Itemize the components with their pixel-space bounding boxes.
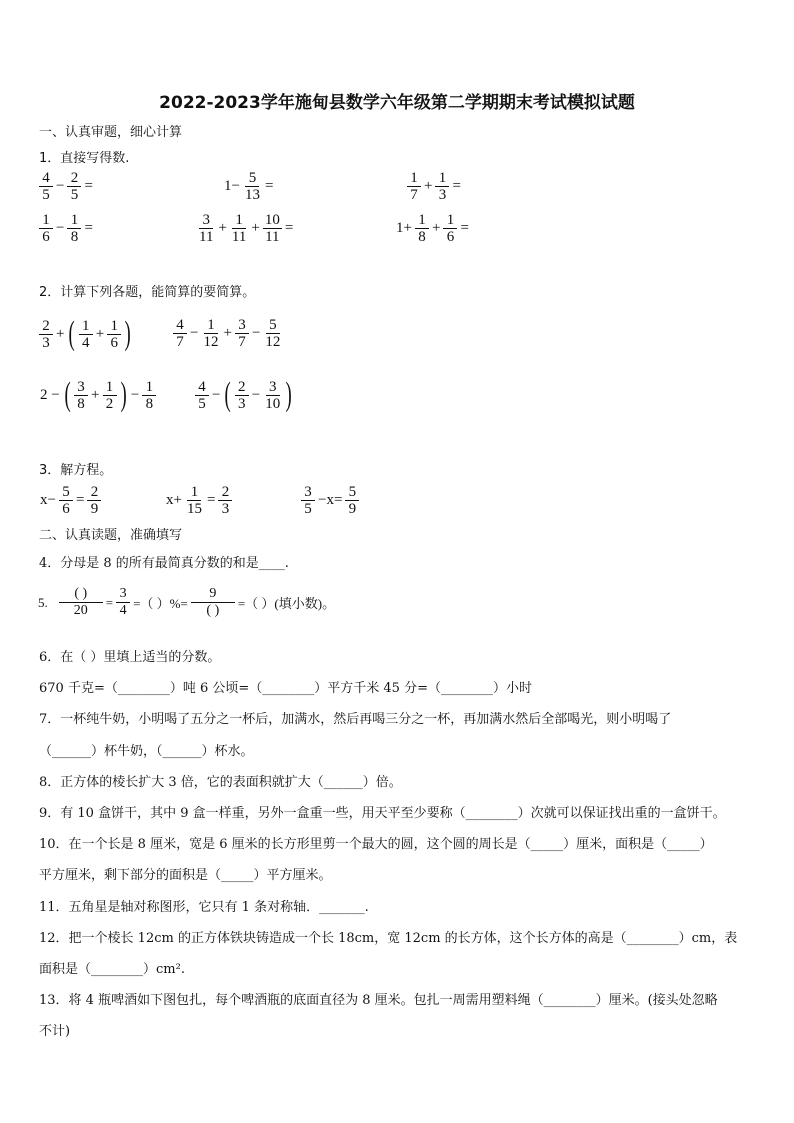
q3-equation-2: x+ $\frac{1}{15}$ = $\frac{2}{3}$ (164, 484, 233, 517)
fraction: $\frac{1}{6}$ (39, 212, 53, 245)
question-4: 4．分母是 8 的所有最简真分数的和是____. (39, 556, 289, 571)
q1-expr-2: 1− $\frac{5}{13}$ = (224, 170, 274, 203)
q3-equation-1: x− $\frac{5}{6}$ = $\frac{2}{9}$ (38, 484, 102, 517)
question-10-line-2: 平方厘米，剩下部分的面积是（_____）平方厘米。 (39, 868, 332, 883)
q2-expr-3: 2 − ( $\frac{3}{8}$ + $\frac{1}{2}$ ) − $\frac{1}{8}$ (38, 378, 157, 412)
question-8: 8．正方体的棱长扩大 3 倍，它的表面积就扩大（______）倍。 (39, 775, 402, 790)
question-13-line-1: 13．将 4 瓶啤酒如下图包扎，每个啤酒瓶的底面直径为 8 厘米。包扎一周需用塑料绳（________）厘米。(接头处忽略 (39, 993, 718, 1008)
fraction: $\frac{4}{5}$ (39, 170, 53, 203)
fraction: $\frac{2}{3}$ (235, 379, 249, 412)
q1-expr-6: 1+ $\frac{1}{8}$ + $\frac{1}{6}$ = (396, 212, 469, 245)
fraction: $\frac{1}{3}$ (435, 170, 449, 203)
q1-expr-5: $\frac{3}{11}$ + $\frac{1}{11}$ + $\frac{10}{11}$ = (199, 212, 294, 245)
q2-expr-4: $\frac{4}{5}$ − ( $\frac{2}{3}$ − $\frac{3}{10}$ ) (194, 378, 295, 412)
q1-expr-1: $\frac{4}{5}$ − $\frac{2}{5}$ = (38, 170, 95, 203)
fraction: $\frac{( )}{20}$ (59, 586, 103, 619)
question-2-label: 2．计算下列各题，能简算的要简算。 (39, 285, 256, 300)
question-5: 5. $\frac{( )}{20}$ = $\frac{3}{4}$ =（ ）%= $\frac{9}{( )}$ =（ ）(填小数)。 (38, 586, 336, 618)
fraction: $\frac{1}{6}$ (443, 212, 457, 245)
section-1-heading: 一、认真审题，细心计算 (39, 125, 183, 140)
fraction: $\frac{4}{5}$ (195, 379, 209, 412)
fraction: $\frac{1}{2}$ (103, 379, 117, 412)
question-11: 11．五角星是轴对称图形，它只有 1 条对称轴．_______. (39, 900, 369, 915)
page-title: 2022-2023学年施甸县数学六年级第二学期期末考试模拟试题 (159, 93, 635, 113)
fraction: $\frac{5}{9}$ (345, 484, 359, 517)
q1-expr-3: $\frac{1}{7}$ + $\frac{1}{3}$ = (406, 170, 463, 203)
fraction: $\frac{1}{4}$ (79, 318, 93, 351)
fraction: $\frac{1}{7}$ (407, 170, 421, 203)
fraction: $\frac{2}{9}$ (87, 484, 101, 517)
question-13-line-2: 不计) (39, 1024, 71, 1039)
question-12-line-2: 面积是（________）cm². (39, 962, 185, 977)
question-7-line-2: （______）杯牛奶，（______）杯水。 (39, 744, 254, 759)
fraction: $\frac{1}{12}$ (203, 317, 219, 350)
fraction: $\frac{5}{13}$ (244, 170, 260, 203)
fraction: $\frac{2}{5}$ (67, 170, 81, 203)
question-1-label: 1．直接写得数. (39, 151, 130, 166)
fraction: $\frac{1}{8}$ (415, 212, 429, 245)
fraction: $\frac{2}{3}$ (39, 318, 53, 351)
question-6: 6．在（ ）里填上适当的分数。 (39, 650, 221, 665)
question-3-label: 3．解方程。 (39, 463, 113, 478)
fraction: $\frac{3}{11}$ (199, 212, 214, 245)
fraction: $\frac{3}{4}$ (116, 586, 130, 619)
fraction: $\frac{3}{5}$ (301, 484, 315, 517)
question-6-items: 670 千克=（________）吨 6 公顷=（________）平方千米 45 分=（________）小时 (39, 681, 532, 696)
fraction: $\frac{3}{7}$ (235, 317, 249, 350)
fraction: $\frac{10}{11}$ (264, 212, 280, 245)
question-12-line-1: 12．把一个棱长 12cm 的正方体铁块铸造成一个长 18cm，宽 12cm 的长方体，这个长方体的高是（________）cm，表 (39, 931, 738, 946)
fraction: $\frac{1}{8}$ (142, 379, 156, 412)
q2-expr-1: $\frac{2}{3}$ + ( $\frac{1}{4}$ + $\frac{1}{6}$ ) (38, 317, 134, 351)
fraction: $\frac{1}{15}$ (186, 484, 202, 517)
q2-expr-2: $\frac{4}{7}$ − $\frac{1}{12}$ + $\frac{3}{7}$ − $\frac{5}{12}$ (172, 317, 283, 350)
question-7-line-1: 7．一杯纯牛奶，小明喝了五分之一杯后，加满水，然后再喝三分之一杯，再加满水然后全部喝光，则小明喝了 (39, 712, 672, 727)
fraction: $\frac{3}{10}$ (265, 378, 281, 412)
fraction: $\frac{9}{( )}$ (191, 586, 235, 619)
fraction: $\frac{1}{6}$ (107, 318, 121, 351)
fraction: $\frac{4}{7}$ (173, 317, 187, 350)
fraction: $\frac{3}{8}$ (74, 379, 88, 412)
question-9: 9．有 10 盒饼干，其中 9 盒一样重，另外一盒重一些，用天平至少要称（________）次就可以保证找出重的一盒饼干。 (39, 806, 726, 821)
question-10-line-1: 10．在一个长是 8 厘米，宽是 6 厘米的长方形里剪一个最大的圆，这个圆的周长是（_____）厘米，面积是（_____） (39, 837, 713, 852)
q3-equation-3: $\frac{3}{5}$ −x= $\frac{5}{9}$ (300, 484, 360, 517)
fraction: $\frac{5}{12}$ (265, 317, 281, 350)
q1-expr-4: $\frac{1}{6}$ − $\frac{1}{8}$ = (38, 212, 95, 245)
section-2-heading: 二、认真读题，准确填写 (39, 528, 183, 543)
fraction: $\frac{1}{8}$ (67, 212, 81, 245)
fraction: $\frac{1}{11}$ (231, 212, 247, 245)
fraction: $\frac{5}{6}$ (59, 484, 73, 517)
fraction: $\frac{2}{3}$ (218, 484, 232, 517)
